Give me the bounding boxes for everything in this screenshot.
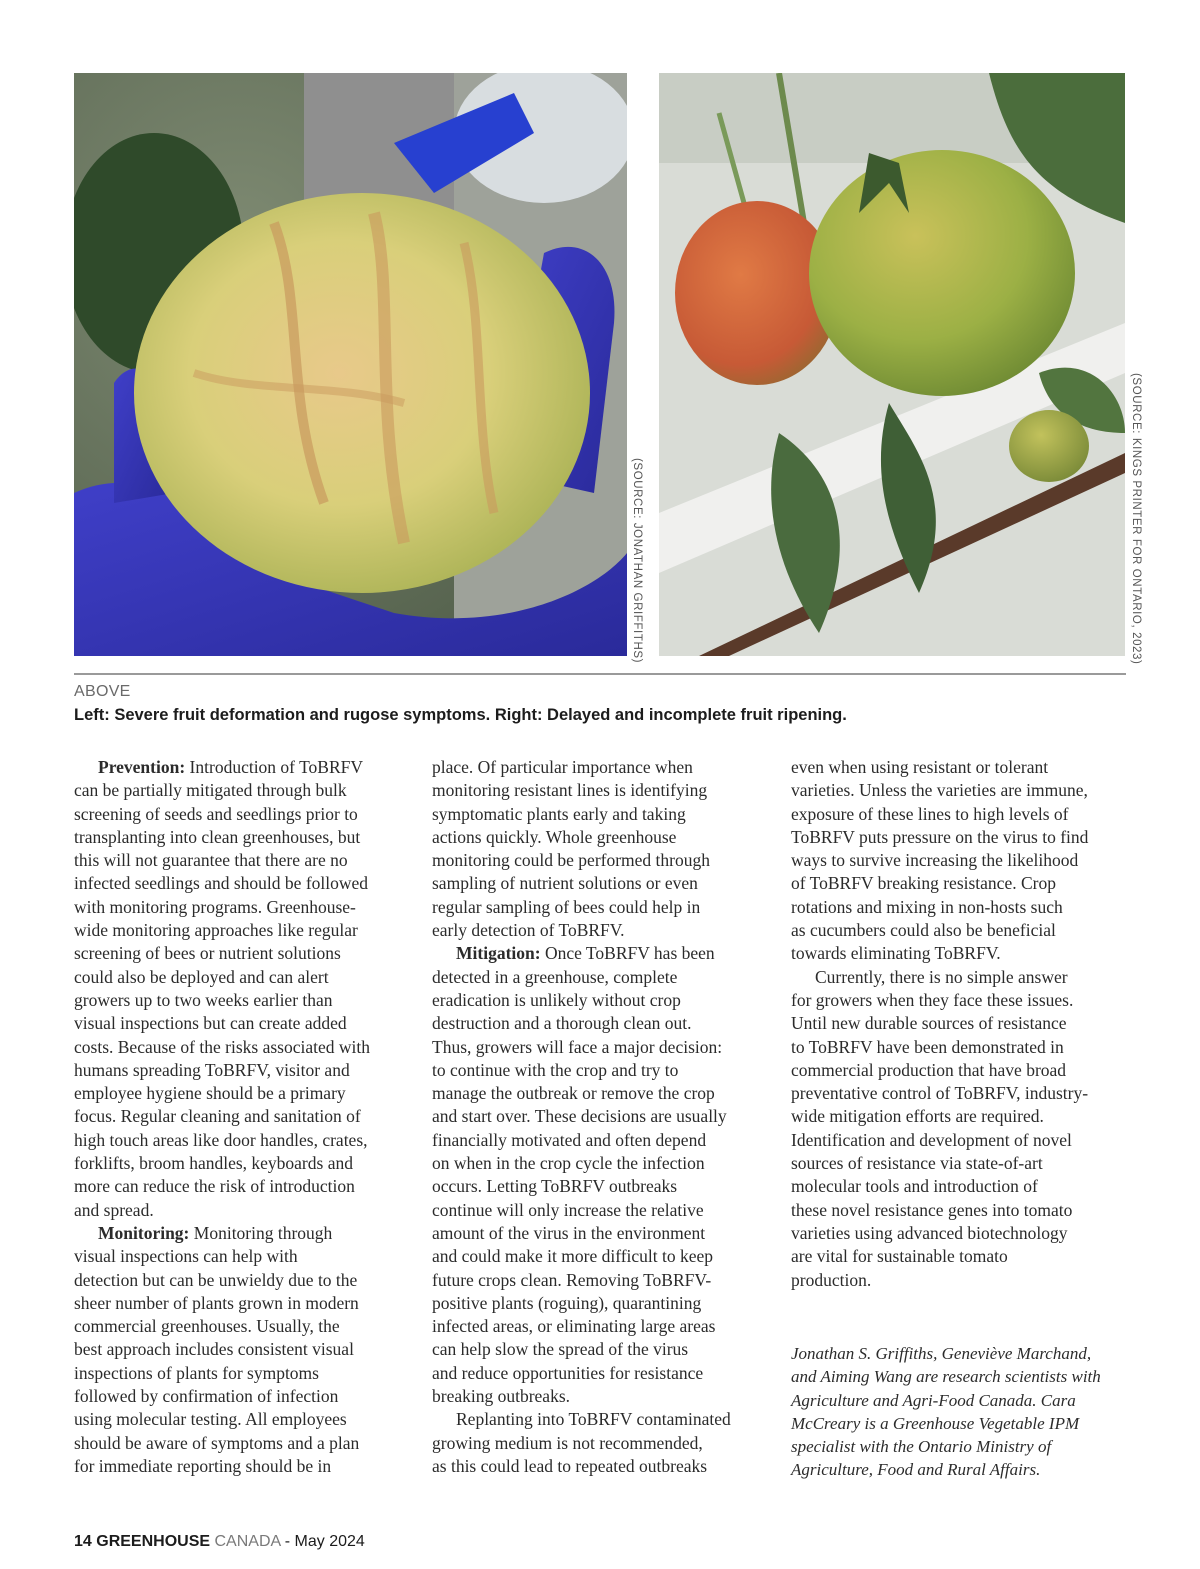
- photo-credit-right: (SOURCE: KINGS PRINTER FOR ONTARIO, 2023): [1130, 373, 1142, 665]
- line-text: Currently, there is no simple answer: [815, 966, 1068, 987]
- article-text-line: [432, 989, 768, 1012]
- article-text-line: [74, 1269, 410, 1292]
- article-text-line: [432, 1199, 768, 1222]
- line-text: growing medium is not recommended,: [432, 1432, 703, 1453]
- line-text: these novel resistance genes into tomato: [791, 1199, 1073, 1220]
- article-text-line: [432, 849, 768, 872]
- article-text-line: [432, 1036, 768, 1059]
- line-text: and spread.: [74, 1199, 154, 1220]
- article-text-line: [432, 1292, 768, 1315]
- article-text-line: [74, 779, 410, 802]
- article-text-line: [432, 1455, 768, 1478]
- line-text: can be partially mitigated through bulk: [74, 780, 347, 801]
- line-text: and reduce opportunities for resistance: [432, 1362, 704, 1383]
- article-text-line: [432, 1408, 768, 1431]
- article-text-line: [432, 1012, 768, 1035]
- line-text: production.: [791, 1269, 872, 1290]
- bio-line: Agriculture and Agri-Food Canada. Cara: [791, 1390, 1076, 1410]
- article-text-line: [74, 919, 410, 942]
- line-text: visual inspections but can create added: [74, 1013, 347, 1034]
- article-text-line: [432, 779, 768, 802]
- photo-tomato-in-hand: [74, 73, 627, 656]
- bio-line: Agriculture, Food and Rural Affairs.: [791, 1460, 1041, 1480]
- article-text-line: [791, 779, 1127, 802]
- line-text: continue will only increase the relative: [432, 1199, 704, 1220]
- line-text: detection but can be unwieldy due to the: [74, 1269, 358, 1290]
- bio-line: and Aiming Wang are research scientists with: [791, 1367, 1101, 1387]
- article-column-3: [791, 756, 1127, 1292]
- line-text: varieties using advanced biotechnology: [791, 1222, 1068, 1243]
- line-text: actions quickly. Whole greenhouse: [432, 826, 677, 847]
- article-text-line: [791, 826, 1127, 849]
- article-text-line: [74, 1222, 410, 1245]
- line-text: to ToBRFV have been demonstrated in: [791, 1036, 1064, 1057]
- line-text: costs. Because of the risks associated with: [74, 1036, 370, 1057]
- caption-text: Left: Severe fruit deformation and rugose symptoms. Right: Delayed and incomplete fruit ripening.: [74, 706, 847, 724]
- line-text: sources of resistance via state-of-art: [791, 1153, 1043, 1174]
- line-text: varieties. Unless the varieties are immune,: [791, 780, 1088, 801]
- article-text-line: [432, 1152, 768, 1175]
- line-text: humans spreading ToBRFV, visitor and: [74, 1059, 350, 1080]
- line-text: with monitoring programs. Greenhouse-: [74, 896, 356, 917]
- line-text: screening of bees or nutrient solutions: [74, 943, 341, 964]
- article-text-line: [432, 826, 768, 849]
- article-text-line: [432, 872, 768, 895]
- line-text: wide monitoring approaches like regular: [74, 920, 358, 941]
- article-text-line: [432, 896, 768, 919]
- article-text-line: [791, 1082, 1127, 1105]
- article-text-line: [791, 966, 1127, 989]
- page-footer: [74, 1533, 365, 1551]
- line-text: for growers when they face these issues.: [791, 989, 1074, 1010]
- line-text: manage the outbreak or remove the crop: [432, 1083, 715, 1104]
- line-text: towards eliminating ToBRFV.: [791, 943, 1001, 964]
- line-text: Once ToBRFV has been: [540, 943, 715, 964]
- line-text: can help slow the spread of the virus: [432, 1339, 689, 1360]
- article-text-line: [74, 1408, 410, 1431]
- line-text: Identification and development of novel: [791, 1129, 1072, 1150]
- article-text-line: [74, 826, 410, 849]
- line-text: and start over. These decisions are usually: [432, 1106, 727, 1127]
- tomato-in-hand-image: [74, 73, 627, 656]
- article-text-line: [74, 896, 410, 919]
- line-text: this will not guarantee that there are no: [74, 850, 348, 871]
- bio-line: Jonathan S. Griffiths, Geneviève Marchand,: [791, 1344, 1092, 1363]
- line-text: monitoring could be performed through: [432, 850, 710, 871]
- photo-credit-left: (SOURCE: JONATHAN GRIFFITHS): [631, 458, 643, 664]
- article-text-line: [74, 1245, 410, 1268]
- article-column-1: [74, 756, 410, 1478]
- article-text-line: [432, 1245, 768, 1268]
- magazine-name-light: CANADA: [214, 1533, 281, 1550]
- article-text-line: [791, 989, 1127, 1012]
- article-text-line: [74, 989, 410, 1012]
- article-text-line: [74, 1315, 410, 1338]
- article-text-line: [432, 1222, 768, 1245]
- line-text: infected areas, or eliminating large areas: [432, 1316, 716, 1337]
- article-text-line: [791, 919, 1127, 942]
- article-text-line: [791, 849, 1127, 872]
- article-text-line: [791, 1245, 1127, 1268]
- line-text: as cucumbers could also be beneficial: [791, 920, 1056, 941]
- article-column-2: [432, 756, 768, 1478]
- article-text-line: [791, 872, 1127, 895]
- article-text-line: [432, 1269, 768, 1292]
- article-text-line: [74, 1338, 410, 1361]
- article-text-line: [432, 756, 768, 779]
- article-text-line: [74, 1199, 410, 1222]
- line-text: rotations and mixing in non-hosts such: [791, 896, 1063, 917]
- line-text: positive plants (roguing), quarantining: [432, 1292, 702, 1313]
- line-text: breaking outbreaks.: [432, 1386, 571, 1407]
- line-text: symptomatic plants early and taking: [432, 803, 686, 824]
- line-text: eradication is unlikely without crop: [432, 989, 681, 1010]
- article-text-line: [74, 1385, 410, 1408]
- article-text-line: [74, 1059, 410, 1082]
- line-text: ToBRFV puts pressure on the virus to find: [791, 826, 1089, 847]
- article-text-line: [791, 1152, 1127, 1175]
- article-text-line: [74, 1036, 410, 1059]
- article-text-line: [791, 1199, 1127, 1222]
- photo-tomatoes-on-vine: [659, 73, 1125, 656]
- article-text-line: [432, 1175, 768, 1198]
- article-text-line: [791, 1129, 1127, 1152]
- line-text: place. Of particular importance when: [432, 757, 693, 777]
- line-text: financially motivated and often depend: [432, 1129, 707, 1150]
- article-text-line: [791, 896, 1127, 919]
- line-text: high touch areas like door handles, crates,: [74, 1129, 368, 1150]
- line-text: regular sampling of bees could help in: [432, 896, 701, 917]
- line-text: focus. Regular cleaning and sanitation of: [74, 1106, 361, 1127]
- line-text: monitoring resistant lines is identifying: [432, 780, 708, 801]
- article-text-line: [74, 1012, 410, 1035]
- article-text-line: [432, 1432, 768, 1455]
- caption-divider: [74, 673, 1126, 675]
- article-text-line: [791, 1105, 1127, 1128]
- line-text: future crops clean. Removing ToBRFV-: [432, 1269, 712, 1290]
- article-text-line: [74, 1432, 410, 1455]
- line-text: even when using resistant or tolerant: [791, 757, 1049, 777]
- line-text: amount of the virus in the environment: [432, 1222, 706, 1243]
- tomatoes-on-vine-image: [659, 73, 1125, 656]
- article-text-line: [791, 1012, 1127, 1035]
- line-text: as this could lead to repeated outbreaks: [432, 1455, 708, 1476]
- line-text: occurs. Letting ToBRFV outbreaks: [432, 1176, 678, 1197]
- issue-date: - May 2024: [284, 1533, 365, 1550]
- line-text: destruction and a thorough clean out.: [432, 1013, 692, 1034]
- article-text-line: [432, 1315, 768, 1338]
- article-text-line: [432, 1385, 768, 1408]
- line-text: inspections of plants for symptoms: [74, 1362, 319, 1383]
- line-text: followed by confirmation of infection: [74, 1386, 339, 1407]
- line-text: employee hygiene should be a primary: [74, 1083, 346, 1104]
- article-text-line: [791, 1269, 1127, 1292]
- line-text: could also be deployed and can alert: [74, 966, 329, 987]
- article-text-line: [432, 1082, 768, 1105]
- article-text-line: [432, 919, 768, 942]
- line-text: commercial production that have broad: [791, 1059, 1067, 1080]
- line-text: wide mitigation efforts are required.: [791, 1106, 1044, 1127]
- line-text: should be aware of symptoms and a plan: [74, 1432, 360, 1453]
- line-text: and could make it more difficult to keep: [432, 1246, 714, 1267]
- line-text: infected seedlings and should be followed: [74, 873, 369, 894]
- article-text-line: [791, 756, 1127, 779]
- article-text-line: [74, 849, 410, 872]
- article-text-line: [74, 1152, 410, 1175]
- article-text-line: [74, 1455, 410, 1478]
- line-text: Replanting into ToBRFV contaminated: [456, 1409, 731, 1430]
- article-text-line: [432, 1338, 768, 1361]
- line-text: Thus, growers will face a major decision:: [432, 1036, 723, 1057]
- line-text: Monitoring through: [189, 1222, 333, 1243]
- line-text: best approach includes consistent visual: [74, 1339, 354, 1360]
- article-text-line: [74, 803, 410, 826]
- article-text-line: [432, 803, 768, 826]
- article-text-line: [432, 1129, 768, 1152]
- line-text: exposure of these lines to high levels of: [791, 803, 1069, 824]
- article-text-line: [432, 966, 768, 989]
- article-text-line: [432, 942, 768, 965]
- article-text-line: [791, 1222, 1127, 1245]
- article-text-line: [432, 1105, 768, 1128]
- line-text: are vital for sustainable tomato: [791, 1246, 1008, 1267]
- article-text-line: [74, 1082, 410, 1105]
- line-text: detected in a greenhouse, complete: [432, 966, 678, 987]
- article-text-line: [74, 1105, 410, 1128]
- section-lead-heading: Mitigation:: [456, 943, 541, 964]
- line-text: on when in the crop cycle the infection: [432, 1153, 705, 1174]
- article-text-line: [432, 1059, 768, 1082]
- line-text: early detection of ToBRFV.: [432, 920, 625, 941]
- article-text-line: [791, 1175, 1127, 1198]
- caption-kicker: ABOVE: [74, 683, 131, 700]
- article-text-line: [791, 1059, 1127, 1082]
- article-text-line: [74, 756, 410, 779]
- article-text-line: [74, 1362, 410, 1385]
- line-text: of ToBRFV breaking resistance. Crop: [791, 873, 1056, 894]
- article-text-line: [74, 1292, 410, 1315]
- line-text: visual inspections can help with: [74, 1246, 298, 1267]
- line-text: screening of seeds and seedlings prior to: [74, 803, 358, 824]
- line-text: ways to survive increasing the likelihood: [791, 850, 1079, 871]
- magazine-name-bold: GREENHOUSE: [96, 1533, 211, 1550]
- author-bio: [791, 1342, 1131, 1482]
- line-text: preventative control of ToBRFV, industry-: [791, 1083, 1089, 1104]
- line-text: Until new durable sources of resistance: [791, 1013, 1067, 1034]
- article-text-line: [791, 803, 1127, 826]
- article-text-line: [432, 1362, 768, 1385]
- line-text: more can reduce the risk of introduction: [74, 1176, 355, 1197]
- article-text-line: [791, 1036, 1127, 1059]
- line-text: molecular tools and introduction of: [791, 1176, 1038, 1197]
- article-text-line: [791, 942, 1127, 965]
- line-text: growers up to two weeks earlier than: [74, 989, 333, 1010]
- line-text: commercial greenhouses. Usually, the: [74, 1316, 340, 1337]
- bio-line: McCreary is a Greenhouse Vegetable IPM: [791, 1413, 1080, 1433]
- line-text: for immediate reporting should be in: [74, 1455, 332, 1476]
- line-text: sampling of nutrient solutions or even: [432, 873, 698, 894]
- line-text: using molecular testing. All employees: [74, 1409, 347, 1430]
- section-lead-heading: Prevention:: [98, 757, 186, 777]
- line-text: sheer number of plants grown in modern: [74, 1292, 359, 1313]
- article-text-line: [74, 942, 410, 965]
- line-text: forklifts, broom handles, keyboards and: [74, 1153, 353, 1174]
- article-text-line: [74, 966, 410, 989]
- article-text-line: [74, 1129, 410, 1152]
- article-text-line: [74, 872, 410, 895]
- line-text: Introduction of ToBRFV: [185, 757, 364, 777]
- section-lead-heading: Monitoring:: [98, 1222, 190, 1243]
- bio-line: specialist with the Ontario Ministry of: [791, 1437, 1052, 1457]
- page-number: 14: [74, 1533, 92, 1550]
- article-text-line: [74, 1175, 410, 1198]
- line-text: transplanting into clean greenhouses, but: [74, 826, 361, 847]
- line-text: to continue with the crop and try to: [432, 1059, 679, 1080]
